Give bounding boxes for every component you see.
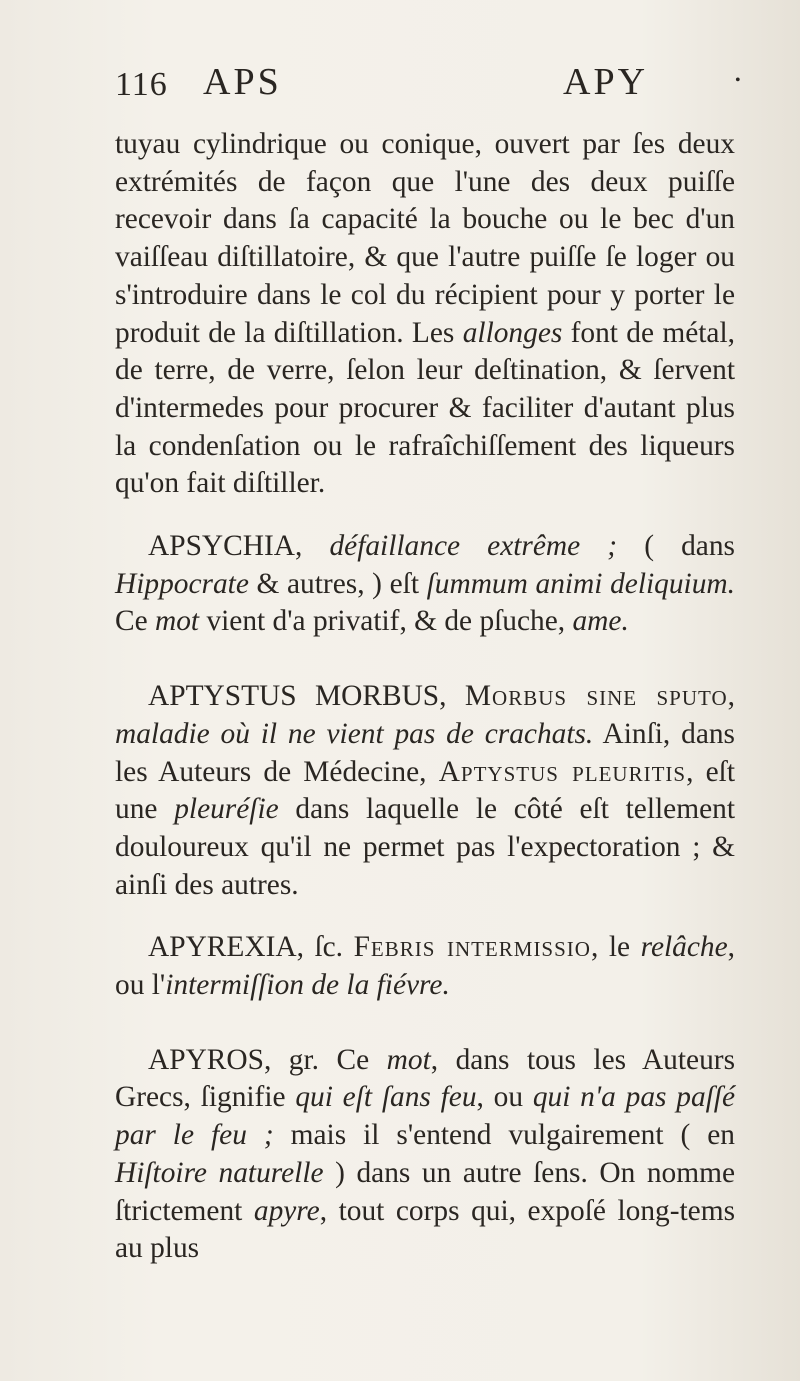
small-caps-term: Morbus sine sputo bbox=[464, 680, 728, 713]
italic-term: maladie où il ne vient pas de crachats. bbox=[115, 717, 594, 750]
running-header bbox=[115, 60, 745, 110]
paragraph-allonges-continued bbox=[115, 126, 735, 503]
text-run: vient d'a privatif, & de pſuche, bbox=[199, 605, 573, 638]
italic-term: qui eſt ſans feu bbox=[295, 1081, 477, 1114]
text-run: , dans tous les Auteurs Grecs, ſignifie bbox=[115, 1043, 736, 1114]
page-body bbox=[115, 126, 735, 1268]
text-run: & autres, ) eſt bbox=[248, 567, 427, 600]
text-run: , le bbox=[590, 931, 641, 964]
running-head-right: APY bbox=[563, 61, 649, 103]
text-run: , eſt une bbox=[115, 755, 735, 826]
text-run: , tout corps qui, expoſé long-tems au plus bbox=[115, 1194, 736, 1265]
italic-term: Hippocrate bbox=[115, 567, 249, 600]
margin-mark: • bbox=[735, 72, 744, 89]
text-run: font de métal, de terre, de verre, ſelon leur deſtination, & ſervent d'intermedes pour procurer & faciliter d'autant plus la condenſation ou le rafraîchiſſement des liqueurs qu'on fait diſtiller. bbox=[115, 316, 735, 500]
italic-term: intermiſſion de la fiévre. bbox=[165, 969, 450, 1002]
text-run: ( dans bbox=[617, 530, 735, 563]
text-run: , ou bbox=[476, 1081, 533, 1114]
italic-term: apyre bbox=[253, 1194, 320, 1227]
italic-term: ſummum animi deliquium. bbox=[426, 567, 735, 600]
headword: APTYSTUS MORBUS, bbox=[148, 680, 465, 713]
text-run: dans laquelle le côté eſt tellement douloureux qu'il ne permet pas l'expectoration ; & ainſi des autres. bbox=[115, 793, 735, 901]
headword: APSYCHIA, bbox=[148, 530, 330, 563]
small-caps-term: Aptystus pleuritis bbox=[438, 755, 687, 788]
text-run: Ce bbox=[115, 605, 155, 638]
italic-term: Hiſtoire naturelle bbox=[115, 1156, 324, 1189]
entry-aptystus-morbus bbox=[115, 678, 735, 904]
headword: APYREXIA, ſc. bbox=[148, 931, 354, 964]
text-run: , ou l' bbox=[115, 931, 735, 1002]
italic-term: ame. bbox=[572, 605, 629, 638]
italic-term: qui n'a pas paſſé par le feu ; bbox=[115, 1081, 736, 1152]
entry-apsychia bbox=[115, 528, 735, 641]
entry-apyros bbox=[115, 1042, 735, 1268]
running-head-left: APS bbox=[203, 61, 282, 103]
italic-term: mot bbox=[386, 1043, 431, 1076]
text-run: ) dans un autre ſens. On nomme ſtrictement bbox=[115, 1156, 736, 1227]
italic-term: allonges bbox=[462, 316, 563, 349]
text-run: Ainſi, dans les Auteurs de Médecine, bbox=[115, 717, 735, 788]
italic-term: défaillance extrême ; bbox=[329, 530, 618, 563]
text-run: , bbox=[727, 680, 735, 713]
italic-term: relâche bbox=[640, 931, 728, 964]
page-number: 116 bbox=[115, 66, 168, 103]
italic-term: mot bbox=[155, 605, 200, 638]
small-caps-term: Febris intermissio bbox=[353, 931, 591, 964]
italic-term: pleuréſie bbox=[174, 793, 279, 826]
text-run: mais il s'entend vulgairement ( en bbox=[273, 1119, 735, 1152]
text-run: tuyau cylindrique ou conique, ouvert par ſes deux extrémités de façon que l'une des deux puiſſe recevoir dans ſa capacité la bouche ou le bec d'un vaiſſeau diſtillatoire, & que l'autre puiſſe ſe loger ou s'introduire dans le col du récipient pour y porter le produit de la diſtillation. Les bbox=[115, 128, 735, 349]
headword: APYROS, gr. Ce bbox=[148, 1043, 387, 1076]
entry-apyrexia bbox=[115, 929, 735, 1004]
